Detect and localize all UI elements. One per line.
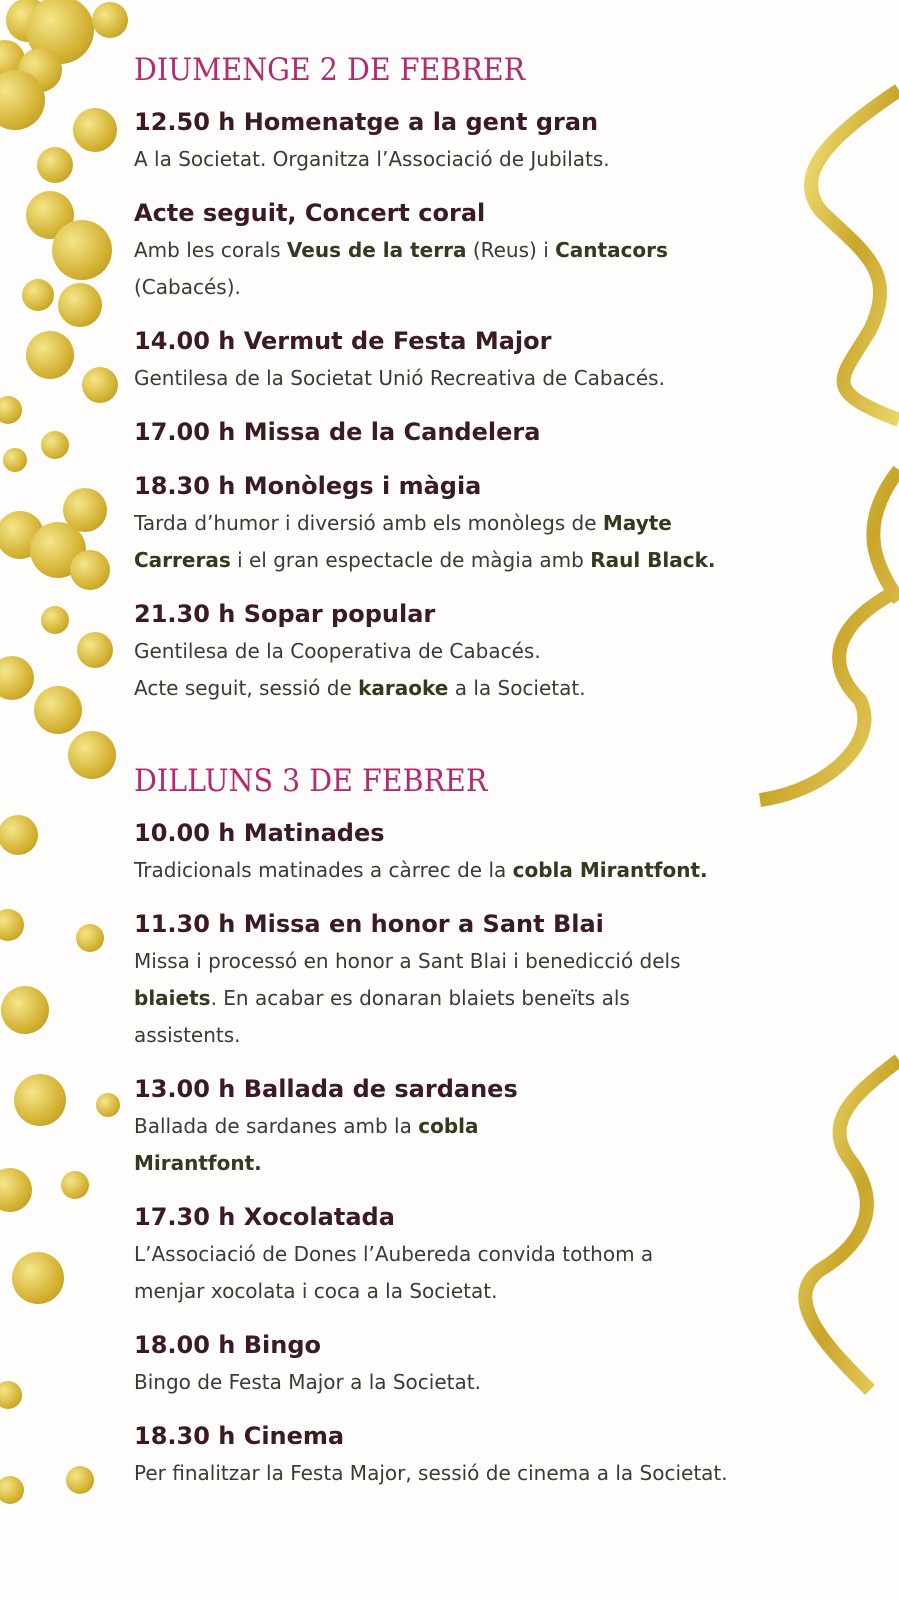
description-text: Gentilesa de la Societat Unió Recreativa de Cabacés. xyxy=(134,366,665,390)
program-content xyxy=(134,48,854,1509)
event-title: 18.00 h Bingo xyxy=(134,1331,321,1359)
description-text: Bingo de Festa Major a la Societat. xyxy=(134,1370,481,1394)
description-text: (Cabacés). xyxy=(134,275,241,299)
description-text: menjar xocolata i coca a la Societat. xyxy=(134,1279,498,1303)
description-text: Gentilesa de la Cooperativa de Cabacés. xyxy=(134,639,541,663)
event-item xyxy=(134,1071,854,1182)
event-title: 18.30 h Monòlegs i màgia xyxy=(134,472,482,500)
event-title: 14.00 h Vermut de Festa Major xyxy=(134,327,552,355)
event-description-line xyxy=(134,1455,854,1492)
event-description-line xyxy=(134,980,854,1017)
description-text: (Reus) i xyxy=(466,238,556,262)
highlighted-text: blaiets xyxy=(134,986,211,1010)
event-item xyxy=(134,104,854,178)
event-item xyxy=(134,1418,854,1492)
description-text: Missa i processó en honor a Sant Blai i benedicció dels xyxy=(134,949,681,973)
event-title: 18.30 h Cinema xyxy=(134,1422,345,1450)
event-title: 11.30 h Missa en honor a Sant Blai xyxy=(134,910,604,938)
event-description-line xyxy=(134,505,854,542)
highlighted-text: Raul Black. xyxy=(590,548,716,572)
description-text: Amb les corals xyxy=(134,238,287,262)
highlighted-text: karaoke xyxy=(358,676,449,700)
event-description-line xyxy=(134,633,854,670)
highlighted-text: Mayte xyxy=(602,511,672,535)
event-description-line xyxy=(134,1108,854,1145)
event-description-line xyxy=(134,852,854,889)
event-description-line xyxy=(134,1145,854,1182)
event-description-line xyxy=(134,232,854,269)
description-text: a la Societat. xyxy=(448,676,586,700)
day-heading: DIUMENGE 2 DE FEBRER xyxy=(134,52,526,88)
event-title: 21.30 h Sopar popular xyxy=(134,600,436,628)
event-item xyxy=(134,1199,854,1310)
event-item xyxy=(134,596,854,707)
event-title: 17.00 h Missa de la Candelera xyxy=(134,418,541,446)
event-description-line xyxy=(134,141,854,178)
description-text: L’Associació de Dones l’Aubereda convida tothom a xyxy=(134,1242,654,1266)
description-text: Acte seguit, sessió de xyxy=(134,676,359,700)
description-text: . En acabar es donaran blaiets beneïts als xyxy=(210,986,630,1010)
event-item xyxy=(134,414,854,451)
event-item xyxy=(134,468,854,579)
event-item xyxy=(134,195,854,306)
description-text: Tradicionals matinades a càrrec de la xyxy=(134,858,513,882)
event-description-line xyxy=(134,943,854,980)
highlighted-text: Mirantfont. xyxy=(134,1151,262,1175)
event-title: 17.30 h Xocolatada xyxy=(134,1203,395,1231)
event-title: Acte seguit, Concert coral xyxy=(134,199,486,227)
event-description-line xyxy=(134,1236,854,1273)
event-description-line xyxy=(134,670,854,707)
event-title: 10.00 h Matinades xyxy=(134,819,385,847)
highlighted-text: Cantacors xyxy=(555,238,668,262)
description-text: Ballada de sardanes amb la xyxy=(134,1114,419,1138)
event-description-line xyxy=(134,1273,854,1310)
event-item xyxy=(134,323,854,397)
day-heading: DILLUNS 3 DE FEBRER xyxy=(134,763,488,799)
event-item xyxy=(134,815,854,889)
highlighted-text: cobla Mirantfont. xyxy=(512,858,708,882)
event-item xyxy=(134,906,854,1054)
event-description-line xyxy=(134,360,854,397)
event-title: 12.50 h Homenatge a la gent gran xyxy=(134,108,599,136)
day-section xyxy=(134,48,854,707)
description-text: Per finalitzar la Festa Major, sessió de cinema a la Societat. xyxy=(134,1461,728,1485)
event-description-line xyxy=(134,269,854,306)
highlighted-text: Carreras xyxy=(134,548,231,572)
description-text: i el gran espectacle de màgia amb xyxy=(230,548,591,572)
highlighted-text: cobla xyxy=(418,1114,479,1138)
description-text: Tarda d’humor i diversió amb els monòlegs de xyxy=(134,511,603,535)
event-item xyxy=(134,1327,854,1401)
description-text: assistents. xyxy=(134,1023,241,1047)
description-text: A la Societat. Organitza l’Associació de Jubilats. xyxy=(134,147,610,171)
highlighted-text: Veus de la terra xyxy=(286,238,467,262)
event-description-line xyxy=(134,1017,854,1054)
day-section xyxy=(134,759,854,1492)
event-description-line xyxy=(134,1364,854,1401)
event-description-line xyxy=(134,542,854,579)
event-title: 13.00 h Ballada de sardanes xyxy=(134,1075,518,1103)
